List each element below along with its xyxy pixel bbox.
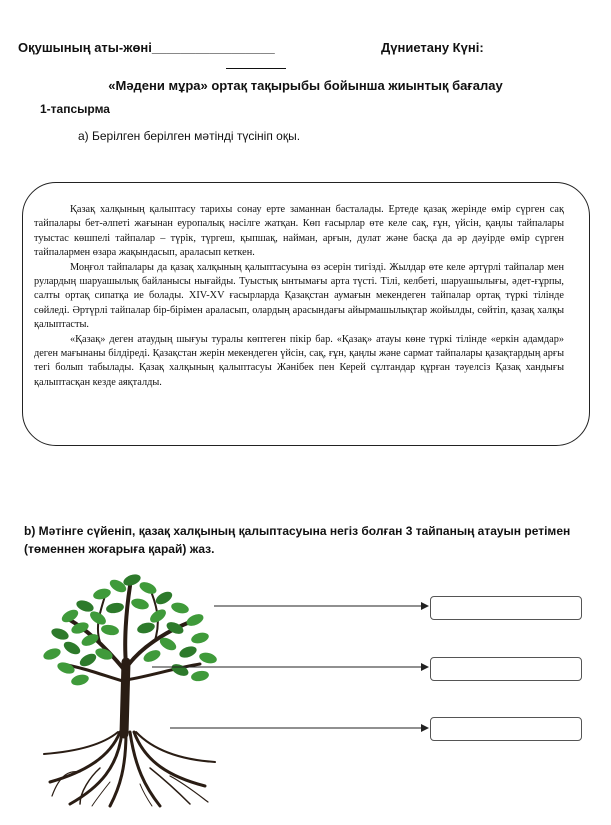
reading-paragraph-2: Моңғол тайпалары да қазақ халқының қалыптасуына өз әсерін тигізді. Жылдар өте келе әртүрлі тайпалар мен рулардың шаруашылық байланысы нығайды. Туыстық ынтымағы арта түсті. Тілі, келбеті, шаруашылығы, әдет-ғұрпы, салты ортақ сипатқа ие болады. XIV-XV ғасырларда Қазақстан аумағын мекендеген тайпалар ортақ түркі тілінде сөйледі. Әртүрлі тайпалар бір-бірімен араласып, олардың арасындағы айырмашылықтар жойылды, сөйтіп, қазақ халқы қалыптасты.: [34, 261, 564, 331]
task-1-label: 1-тапсырма: [40, 102, 110, 116]
answer-box-top[interactable]: [430, 596, 582, 620]
subject-date-label: Дүниетану Күні:: [381, 40, 484, 55]
tree-illustration: [40, 572, 220, 808]
date-blank-line[interactable]: [226, 62, 286, 69]
student-name-label: Оқушының аты-жөні_________________: [18, 40, 275, 55]
reading-paragraph-3: «Қазақ» деген атаудың шығуы туралы көптеген пікір бар. «Қазақ» атауы көне түркі тілінде «еркін адамдар» деген мағынаны білдіреді. Қазақстан жерін мекендеген үйсін, сақ, ғұн, қаңлы және сармат тайпалары қазақтардың арғы тегі болып табылады. Қазақ халқының қалыптасуы Жәнібек пен Керей сұлтандар құрған тәуелсіз Қазақ хандығы қалыптасқан кезде аяқталды.: [34, 333, 564, 388]
answer-box-bottom[interactable]: [430, 717, 582, 741]
task-b-instruction: b) Мәтінге сүйеніп, қазақ халқының қалыптасуына негіз болған 3 тайпаның атауын ретімен (төменнен жоғарыға қарай) жаз.: [24, 524, 571, 556]
reading-text: [34, 203, 564, 390]
reading-paragraph-1: Қазақ халқының қалыптасу тарихы сонау ерте заманнан басталады. Ертеде қазақ жерінде өмір сүрген сақ тайпалары бет-әлпеті жағынан еуропалық нәсілге жатқан. Көп ғасырлар өте келе сақ, ғұн, үйсін, қаңлы тайпалары туыстас көшпелі тайпалар – түрік, түргеш, қыпшақ, найман, арғын, дулат және басқа да әр дәуірде өмір сүрген тайпалармен өзара жақындасып, араласып кеткен.: [34, 204, 564, 259]
task-1a-instruction: а) Берілген берілген мәтінді түсініп оқы.: [78, 129, 301, 143]
answer-box-middle[interactable]: [430, 657, 582, 681]
tree-roots: [44, 732, 215, 806]
page-title: «Мәдени мұра» ортақ тақырыбы бойынша жиынтық бағалау: [108, 78, 503, 93]
